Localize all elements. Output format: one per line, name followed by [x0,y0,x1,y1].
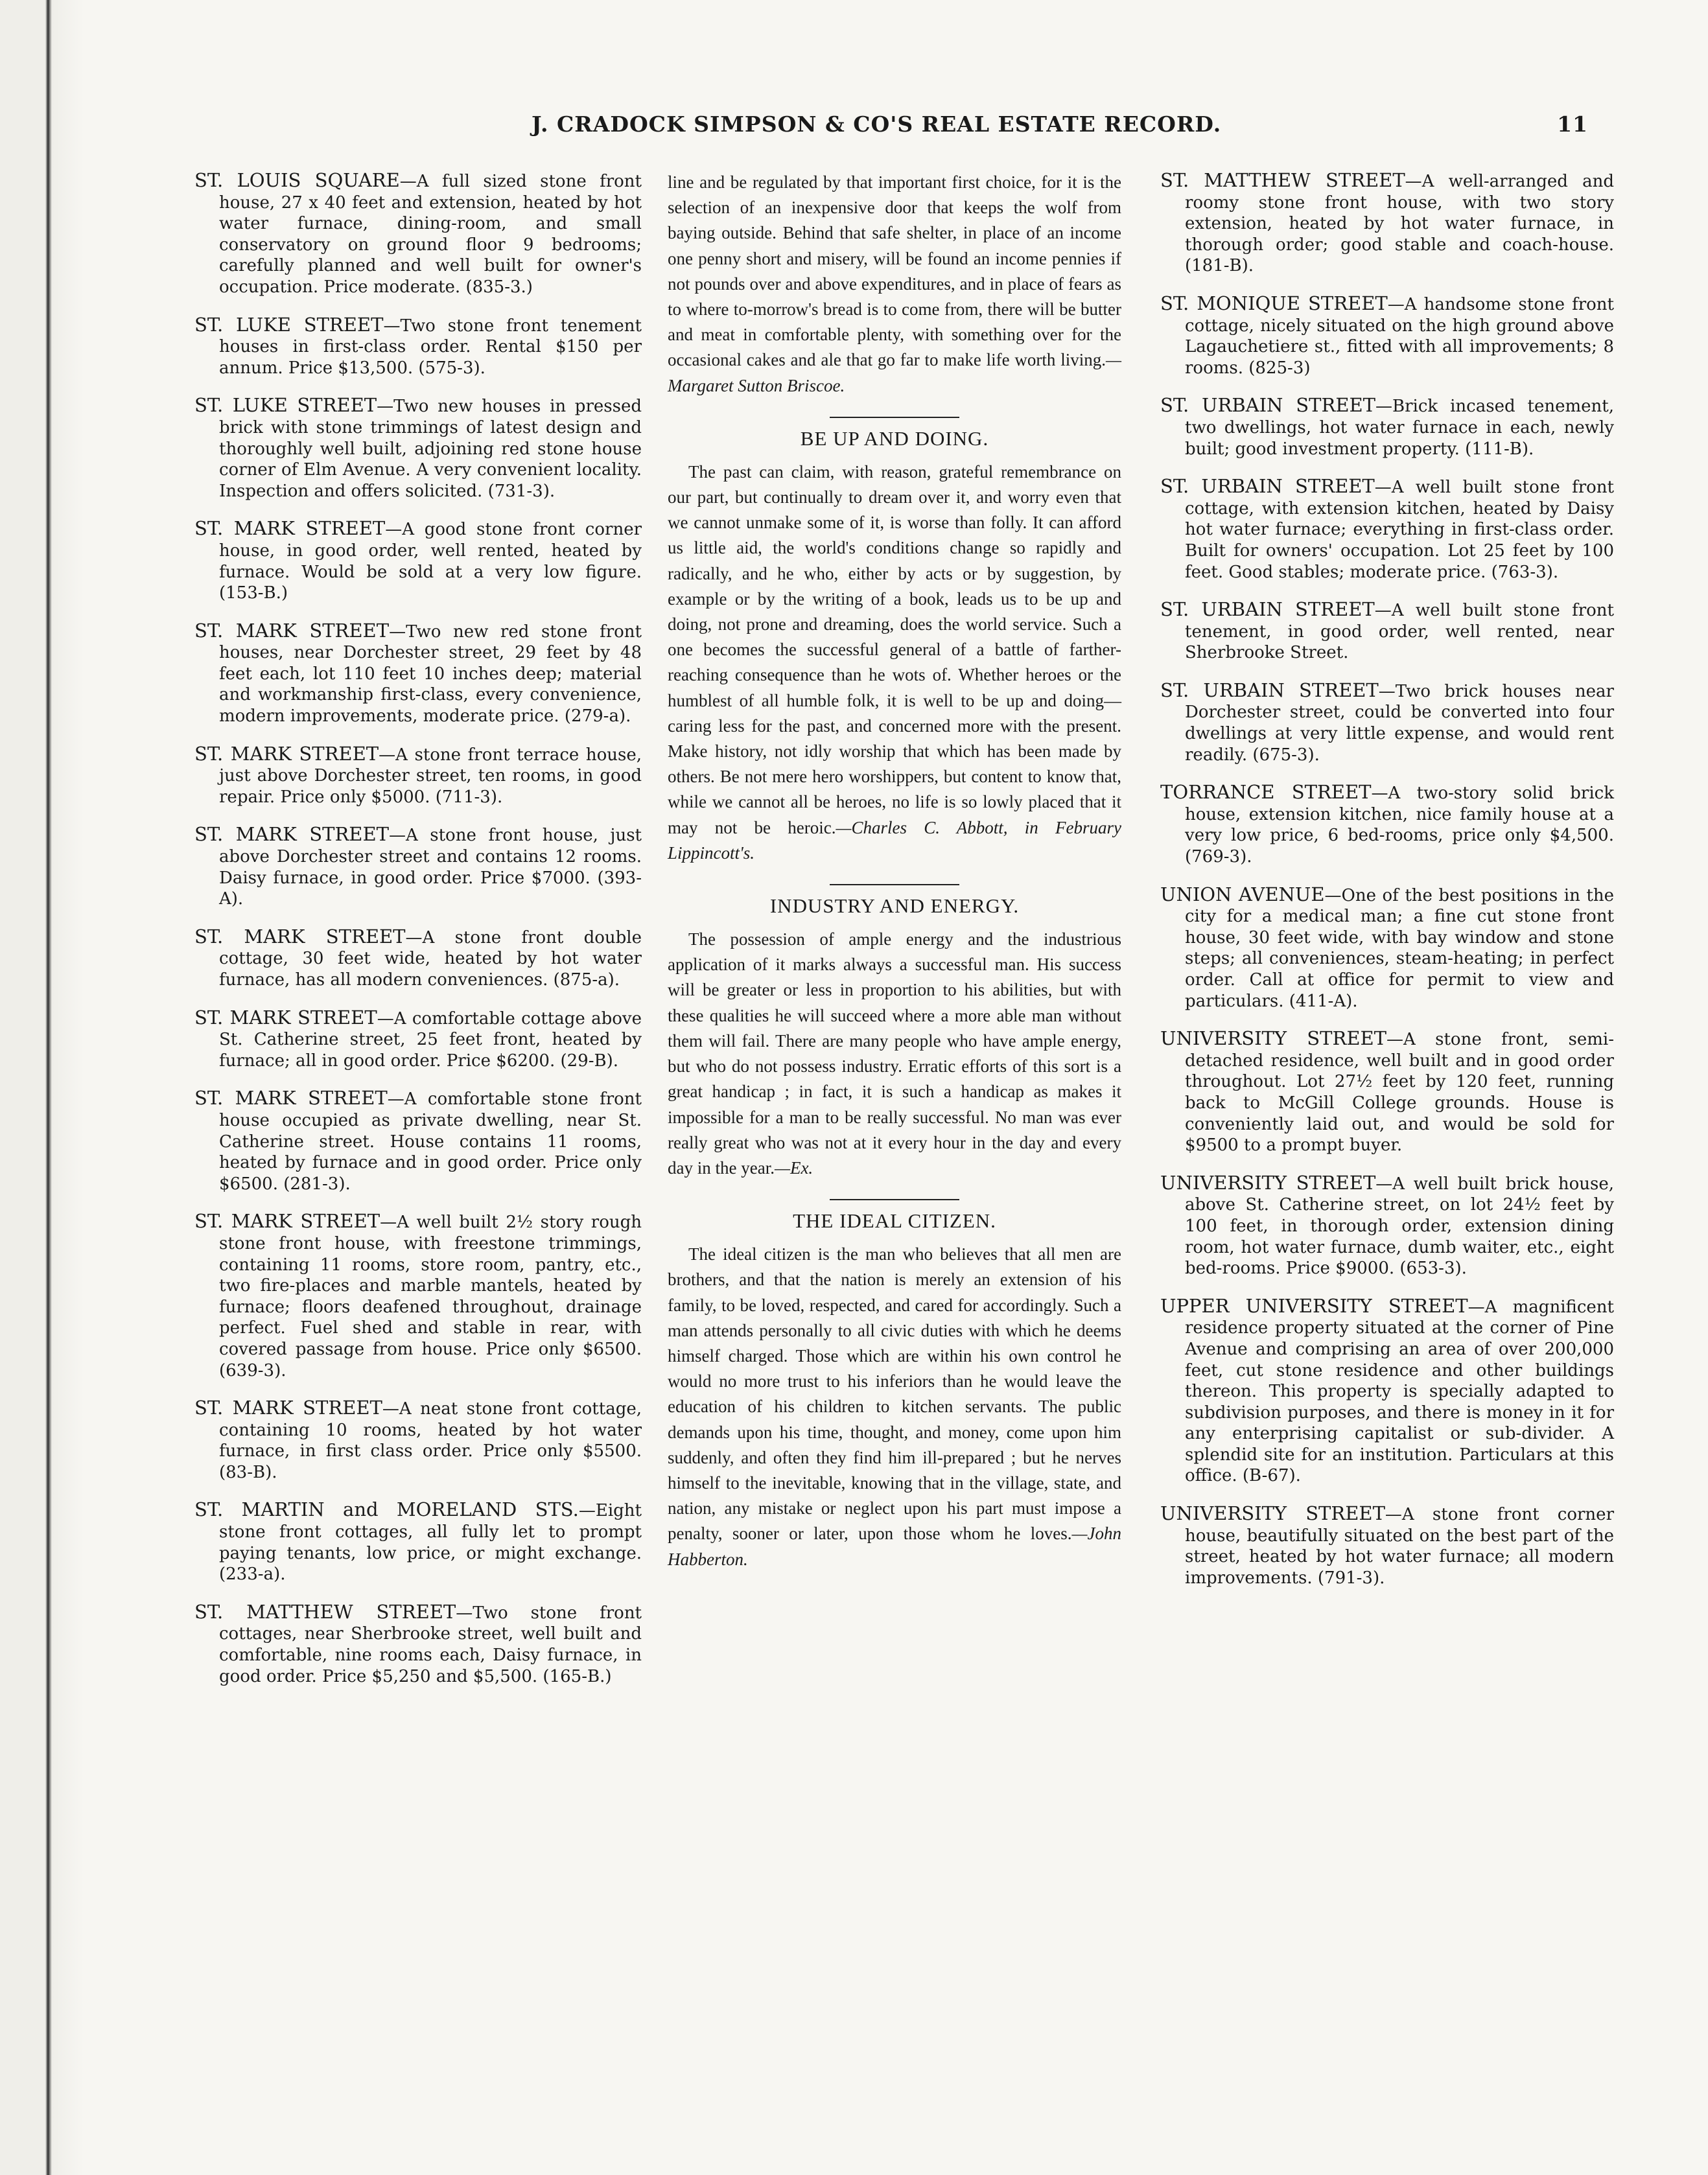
listing-street: ST. MATTHEW STREET [194,1600,456,1623]
section-author: —Ex. [774,1157,813,1178]
section-rule [830,1199,959,1200]
section-heading-be-up-and-doing: BE UP AND DOING. [800,426,989,450]
listing [194,1499,642,1585]
listing-text: —Two stone front cottages, near Sherbrooke street, well built and comfortable, nine rooms each, Daisy furnace, in good order. Price $5,250 and $5,500. (165-B.) [219,1603,642,1686]
section-paragraph [668,1242,1121,1572]
listing-text: —One of the best positions in the city for a medical man; a fine cut stone front house, 30 feet wide, with bay window and stone steps; all conveniences, steam-heating; in perfect order. Call at office for permit to view and particulars. (411-A). [1185,885,1614,1011]
section-paragraph [668,459,1121,866]
listing-text: —A good stone front corner house, in good order, well rented, heated by furnace. Would be sold at a very low figure. (153-B.) [219,520,642,603]
intro-text: line and be regulated by that important first choice, for it is the selection of an inexpensive door that keeps the wolf from baying outside. Behind that safe shelter, in place of an income one penny short and misery, will be found an income pennies if not pounds over and above expenditures, and in place of fears as to where to-morrow's bread is to come from, there will be butter and meat in comfortable plenty, with something over for the occasional cakes and ale that go far to make life worth living. [668,172,1121,370]
listing [194,518,642,603]
listing [1160,680,1614,765]
listing [194,395,642,502]
listing-street: ST. URBAIN STREET [1160,394,1376,417]
listing-text: —A magnificent residence property situated at the corner of Pine Avenue and comprising an area of over 200,000 feet, cut stone residence and other buildings thereon. This property is specially adapted to subdivision purposes, and there is money in it for any enterprising capitalist or sub-divider. A splendid site for an institution. Particulars at this office. (B-67). [1185,1297,1614,1486]
listing-street: UNIVERSITY STREET [1160,1502,1385,1525]
section-heading-industry-and-energy: INDUSTRY AND ENERGY. [769,894,1020,918]
listing-text: —Two stone front tenement houses in first-class order. Rental $150 per annum. Price $13,500. (575-3). [219,316,642,378]
listing-text: —A well built stone front cottage, with extension kitchen, heated by Daisy hot water furnace; everything in first-class order. Built for owners' occupation. Lot 25 feet by 100 feet. Good stables; moderate price. (763-3). [1185,478,1614,582]
listing-text: —A two-story solid brick house, extension kitchen, nice family house at a very low price, 6 bed-rooms, price only $4,500. (769-3). [1185,784,1614,867]
listing-street: ST. MARK STREET [194,1210,380,1233]
section-author: —John Habberton. [668,1524,1121,1569]
page-binding-edge [0,0,84,2175]
listing-text: —A stone front, semi-detached residence, well built and in good order throughout. Lot 27½ feet by 120 feet, running back to McGill College grounds. House is conveniently laid out, and would be sold for $9500 to a prompt buyer. [1185,1030,1614,1156]
section-heading-the-ideal-citizen: THE IDEAL CITIZEN. [793,1209,996,1233]
listing-street: ST. MARK STREET [194,925,406,948]
listing [194,1601,642,1687]
left-column [194,170,642,1703]
listing [1160,1028,1614,1156]
listing-street: UNION AVENUE [1160,883,1325,905]
listing-text: —A well built 2½ story rough stone front house, with freestone trimmings, containing 11 rooms, store room, pantry, etc., two fire-places and marble mantels, heated by furnace; floors deafened throughout, drainage perfect. Fuel shed and stable in rear, with covered passage from house. Price only $6500. (639-3). [219,1213,642,1380]
section-text: The possession of ample energy and the industrious application of it marks always a successful man. His success will be greater or less in proportion to his abilities, but with these qualities he will succeed where a more able man without them will fail. There are many people who have ample energy, but who do not possess industry. Erratic efforts of this sort is a great handicap ; in fact, it is such a handicap as makes it impossible for a man to be really successful. No man was ever really great who was not at it every hour in the day and every day in the year. [668,929,1121,1178]
intro-paragraph [668,170,1121,399]
listing [1160,293,1614,378]
listing-street: ST. URBAIN STREET [1160,679,1379,701]
listing-street: TORRANCE STREET [1160,781,1372,804]
listing-street: ST. LOUIS SQUARE [194,169,400,191]
page-number: 11 [1557,111,1588,137]
listing [1160,1296,1614,1487]
section-paragraph [668,927,1121,1181]
listing-text: —A stone front corner house, beautifully situated on the best part of the street, heated by hot water furnace; all modern improvements. (791-3). [1185,1505,1614,1588]
listing [194,1088,642,1194]
listing-text: —A well built stone front tenement, in good order, well rented, near Sherbrooke Street. [1185,601,1614,663]
listing [1160,1503,1614,1588]
listing-street: ST. MARK STREET [194,619,390,642]
listing-text: —Two new red stone front houses, near Dorchester street, 29 feet by 48 feet each, lot 110 feet 10 inches deep; material and workmanship first-class, every convenience, modern improvements, moderate price. (279-a). [219,622,642,727]
listing [194,1007,642,1072]
right-column [1160,170,1614,1605]
listing-text: —A comfortable cottage above St. Catherine street, 25 feet front, heated by furnace; all in good order. Price $6200. (29-B). [219,1008,642,1071]
listing [194,170,642,298]
section-rule [830,884,959,885]
listing-street: ST. MARK STREET [194,1006,377,1029]
intro-author: —Margaret Sutton Briscoe. [668,350,1121,395]
listing [194,743,642,808]
listing-text: —Two brick houses near Dorchester street, could be converted into four dwellings at very little expense, and would rent readily. (675-3). [1185,681,1614,765]
listing [194,1211,642,1381]
listing [194,824,642,909]
listing-text: —A handsome stone front cottage, nicely situated on the high ground above Lagauchetiere st., fitted with all improvements; 8 rooms. (825-3) [1185,294,1614,378]
listing-text: —A stone front terrace house, just above Dorchester street, ten rooms, in good repair. Price only $5000. (711-3). [219,745,642,807]
listing-text: —A stone front double cottage, 30 feet wide, heated by hot water furnace, has all modern conveniences. (875-a). [219,927,642,990]
listing-street: ST. MARK STREET [194,742,379,765]
listing-street: UNIVERSITY STREET [1160,1027,1387,1050]
listing-text: —A neat stone front cottage, containing 10 rooms, heated by hot water furnace, in first class order. Price only $5500. (83-B). [219,1399,642,1482]
listing [1160,170,1614,277]
listing-text: —Eight stone front cottages, all fully let to prompt paying tenants, low price, or might exchange. (233-a). [219,1501,642,1585]
listing [1160,476,1614,583]
listing-street: ST. URBAIN STREET [1160,475,1375,498]
listing-text: —A stone front house, just above Dorchester street and contains 12 rooms. Daisy furnace, in good order. Price $7000. (393-A). [219,826,642,909]
listing-text: —A comfortable stone front house occupied as private dwelling, near St. Catherine street. House contains 11 rooms, heated by furnace and in good order. Price only $6500. (281-3). [219,1089,642,1194]
listing [1160,782,1614,867]
listing-street: UNIVERSITY STREET [1160,1171,1376,1194]
section-author: —Charles C. Abbott, in February Lippincott's. [668,817,1121,863]
listing-street: UPPER UNIVERSITY STREET [1160,1294,1468,1317]
middle-column [668,170,1121,1572]
listing-street: ST. MARK STREET [194,517,386,540]
listing-street: ST. LUKE STREET [194,313,384,336]
listing-street: ST. MARTIN and MORELAND STS. [194,1498,579,1521]
section-text: The past can claim, with reason, grateful remembrance on our part, but continually to dream over it, and worry even that we cannot unmake some of it, is worse than folly. It can afford us little aid, the world's conditions change so rapidly and radically, and he who, either by acts or by suggestion, by example or by the writing of a book, leads us to be up and doing, not prone and dreaming, does the world service. Such a one becomes the successful general of a battle of farther-reaching consequence than he wots of. Whether heroes or the humblest of all humble folk, it is well to be up and doing—caring less for the past, and concerned more with the present. Make history, not idly worship that which has been made by others. Be not mere hero worshippers, but content to know that, while we cannot all be heroes, no life is so lowly placed that it may not be heroic. [668,461,1121,837]
listing-street: ST. URBAIN STREET [1160,598,1375,621]
listing-street: ST. MARK STREET [194,1087,388,1110]
listing-street: ST. MARK STREET [194,1397,382,1419]
listing [1160,1172,1614,1279]
section-text: The ideal citizen is the man who believes that all men are brothers, and that the nation is merely an extension of his family, to be loved, respected, and cared for accordingly. Such a man attends personally to all civic duties with which he deems himself charged. Those which are within his own control he would no more trust to his inferiors than he would leave the education of his children to kitchen servants. The public demands upon his time, thought, and money, come upon him suddenly, and often they find him ill-prepared ; but he nerves himself to the inevitable, knowing that in the village, state, and nation, any mistake or neglect upon his part must impose a penalty, sooner or later, upon those whom he loves. [668,1244,1121,1544]
section-rule [830,417,959,418]
listing-text: —Brick incased tenement, two dwellings, hot water furnace in each, newly built; good investment property. (111-B). [1185,397,1614,459]
listing-street: ST. MARK STREET [194,823,389,846]
listing-text: —A full sized stone front house, 27 x 40 feet and extension, heated by hot water furnace, dining-room, and small conservatory on ground floor 9 bedrooms; carefully planned and well built for owner's occupation. Price moderate. (835-3.) [219,172,642,297]
listing [1160,599,1614,664]
listing [194,620,642,727]
listing-text: —Two new houses in pressed brick with stone trimmings of latest design and thoroughly well built, adjoining red stone house corner of Elm Avenue. A very convenient locality. Inspection and offers solicited. (731-3). [219,397,642,501]
listing-street: ST. LUKE STREET [194,394,377,417]
listing-street: ST. MONIQUE STREET [1160,292,1388,314]
listing-text: —A well-arranged and roomy stone front house, with two story extension, heated by hot water furnace, in thorough order; good stable and coach-house. (181-B). [1185,172,1614,276]
running-title: J. CRADOCK SIMPSON & CO'S REAL ESTATE RECORD. [532,111,1222,137]
listing-street: ST. MATTHEW STREET [1160,169,1405,191]
listing [194,926,642,991]
listing [194,314,642,379]
listing [1160,884,1614,1012]
listing-text: —A well built brick house, above St. Catherine street, on lot 24½ feet by 100 feet, in thorough order, extension dining room, hot water furnace, dumb waiter, etc., eight bed-rooms. Price $9000. (653-3). [1185,1174,1614,1279]
listing [194,1397,642,1483]
listing [1160,395,1614,459]
